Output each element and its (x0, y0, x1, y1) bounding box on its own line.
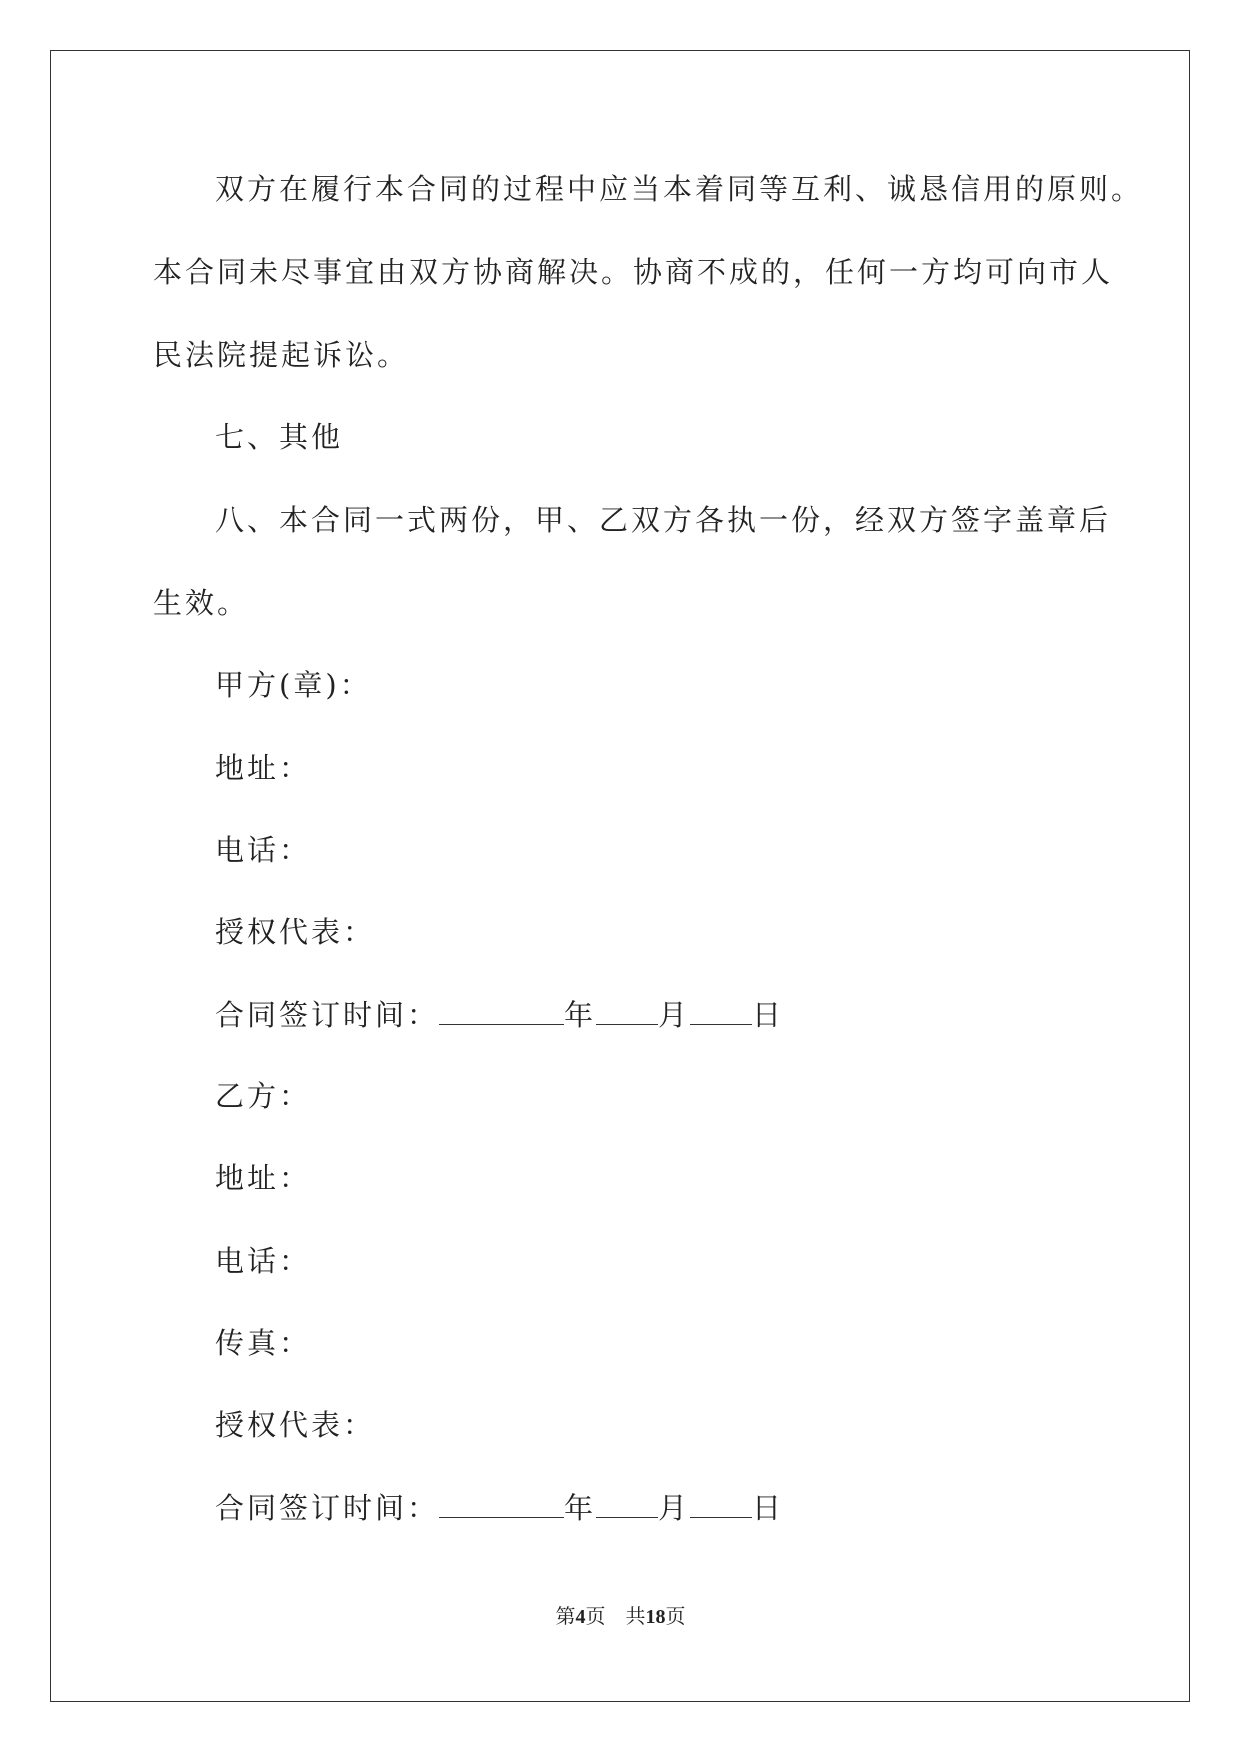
page-prefix: 第 (555, 1606, 576, 1628)
page-number: 4 (575, 1606, 586, 1628)
day-blank (690, 1000, 752, 1025)
section-8-line-1: 八、本合同一式两份，甲、乙双方各执一份，经双方签字盖章后 (215, 503, 1112, 537)
party-a-representative: 授权代表： (215, 915, 376, 949)
month-label: 月 (658, 1491, 691, 1525)
paragraph-line-1: 双方在履行本合同的过程中应当本着同等互利、诚恳信用的原则。 (215, 172, 1144, 206)
party-b-phone: 电话： (215, 1244, 312, 1278)
month-blank (596, 1000, 658, 1025)
paragraph-line-3: 民法院提起诉讼。 (153, 338, 410, 372)
day-label: 日 (752, 998, 785, 1032)
month-label: 月 (658, 998, 691, 1032)
party-b-sign-date (215, 1493, 784, 1523)
party-b-address: 地址： (215, 1161, 312, 1195)
section-7-heading: 七、其他 (215, 420, 344, 454)
party-b-fax: 传真： (215, 1326, 312, 1360)
total-pages: 18 (645, 1606, 666, 1628)
year-label: 年 (564, 998, 597, 1032)
page-suffix: 页 (585, 1606, 606, 1628)
page-frame (50, 50, 1190, 1702)
page-footer (0, 1600, 1241, 1629)
party-a-label: 甲方(章)： (215, 668, 372, 702)
month-blank (596, 1493, 658, 1518)
total-suffix: 页 (665, 1606, 686, 1628)
sign-date-label: 合同签订时间： (215, 1491, 440, 1525)
party-b-representative: 授权代表： (215, 1408, 376, 1442)
party-b-label: 乙方： (215, 1079, 312, 1113)
section-8-line-2: 生效。 (153, 586, 250, 620)
party-a-phone: 电话： (215, 833, 312, 867)
paragraph-line-2: 本合同未尽事宜由双方协商解决。协商不成的，任何一方均可向市人 (153, 255, 1114, 289)
day-label: 日 (752, 1491, 785, 1525)
year-blank (439, 1493, 564, 1518)
year-label: 年 (564, 1491, 597, 1525)
year-blank (439, 1000, 564, 1025)
day-blank (690, 1493, 752, 1518)
party-a-address: 地址： (215, 751, 312, 785)
party-a-sign-date (215, 1000, 784, 1030)
sign-date-label: 合同签订时间： (215, 998, 440, 1032)
total-prefix: 共 (625, 1606, 646, 1628)
